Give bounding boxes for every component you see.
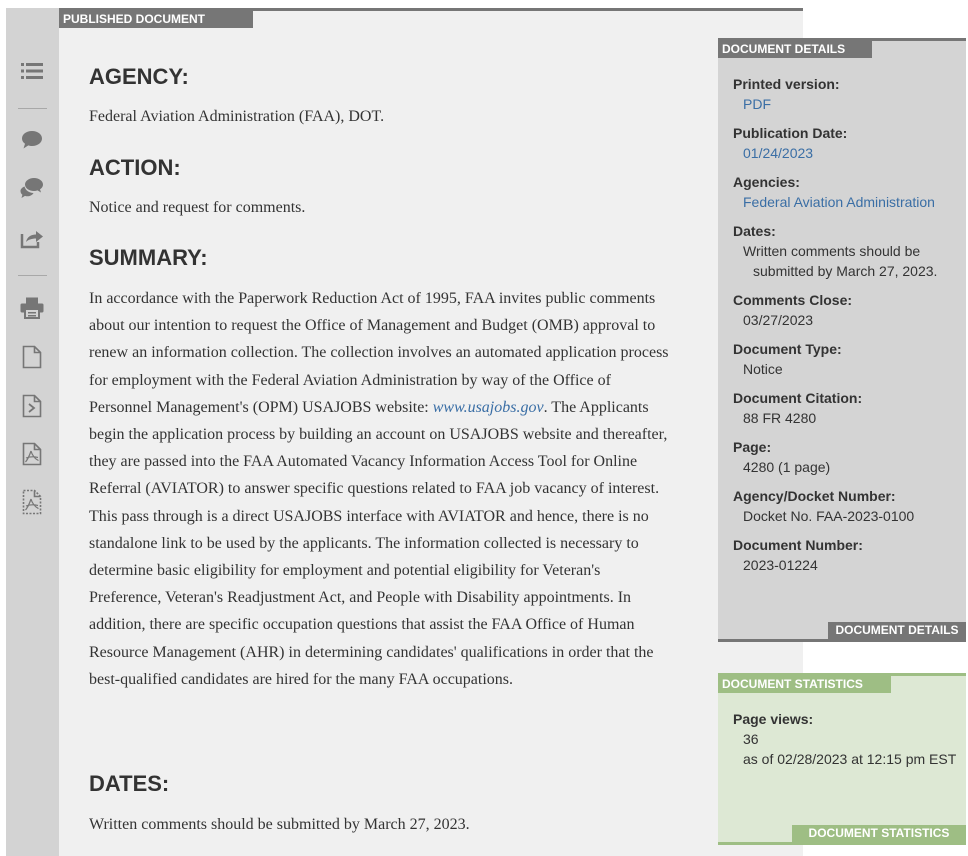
- document-number-value: 2023-01224: [743, 557, 818, 573]
- publication-date-label: Publication Date:: [733, 125, 848, 141]
- docket-value: Docket No. FAA-2023-0100: [743, 508, 915, 524]
- dates-row: [733, 221, 961, 281]
- action-heading: ACTION:: [89, 155, 181, 180]
- comment-icon[interactable]: [20, 128, 44, 152]
- page-label: Page:: [733, 439, 772, 455]
- document-citation-label: Document Citation:: [733, 390, 863, 406]
- page-views-as-of: as of 02/28/2023 at 12:15 pm EST: [743, 751, 957, 767]
- published-document-panel: [59, 8, 803, 856]
- pdf-icon[interactable]: [20, 442, 44, 466]
- summary-text: [89, 285, 669, 693]
- comments-close-row: [733, 290, 961, 330]
- summary-text-after: . The Applicants begin the application process by building an account on USAJOBS website and thereafter, they are passed into the FAA Automated Vacancy Information Access Tool for Online Referral (AVIATOR) to answer specific questions related to FAA job vacancy of interest. This pass through is a direct USAJOBS interface with AVIATOR and hence, there is no standalone link to be used by the applicants. The information collected is necessary to determine basic eligibility for employment and potential eligibility for Veteran's Preference, Veteran's Readjustment Act, and People with Disability appointments. In addition, there are specific occupation questions that assist the FAA Office of Human Resource Management (AHR) in determining candidates' qualifications in order that the best-qualified candidates are hired for the many FAA occupations.: [89, 398, 668, 688]
- pdf-link[interactable]: PDF: [743, 96, 771, 112]
- document-statistics-box: [718, 673, 966, 845]
- publication-date-row: [733, 123, 961, 163]
- summary-text-before: In accordance with the Paperwork Reduction Act of 1995, FAA invites public comments about our intention to request the Office of Management and Budget (OMB) approval to renew an information collection. The collection involves an automated application process for employment with the Federal Aviation Administration by way of the Office of Personnel Management's (OPM) USAJOBS website:: [89, 290, 669, 416]
- document-type-value: Notice: [743, 361, 783, 377]
- document-citation-row: [733, 388, 961, 428]
- document-type-label: Document Type:: [733, 341, 842, 357]
- page-views-row: [733, 709, 961, 769]
- document-statistics-list: [733, 709, 961, 778]
- agency-text: Federal Aviation Administration (FAA), DOT.: [89, 108, 385, 125]
- publication-date-link[interactable]: 01/24/2023: [743, 145, 814, 161]
- list-icon[interactable]: [20, 59, 44, 83]
- usajobs-link[interactable]: www.usajobs.gov: [432, 398, 544, 416]
- printed-version-row: [733, 74, 961, 114]
- document-statistics-tab: DOCUMENT STATISTICS: [718, 676, 891, 693]
- share-icon[interactable]: [20, 226, 44, 250]
- page-views-value: 36: [743, 731, 759, 747]
- dates-value: Written comments should be submitted by March 27, 2023.: [743, 243, 938, 279]
- action-text: Notice and request for comments.: [89, 199, 306, 216]
- document-details-tab: DOCUMENT DETAILS: [718, 41, 872, 58]
- comments-close-value: 03/27/2023: [743, 312, 814, 328]
- summary-heading: SUMMARY:: [89, 245, 208, 270]
- page-value: 4280 (1 page): [743, 459, 831, 475]
- agencies-row: [733, 172, 961, 212]
- docket-label: Agency/Docket Number:: [733, 488, 896, 504]
- document-statistics-footer-tab: DOCUMENT STATISTICS: [792, 825, 966, 842]
- dates-heading: DATES:: [89, 771, 170, 796]
- code-document-icon[interactable]: [20, 394, 44, 418]
- page-views-label: Page views:: [733, 711, 814, 727]
- published-document-tab: PUBLISHED DOCUMENT: [59, 11, 253, 28]
- print-icon[interactable]: [20, 296, 44, 320]
- agencies-label: Agencies:: [733, 174, 800, 190]
- document-details-box: [718, 38, 966, 642]
- dev-pdf-icon[interactable]: [20, 490, 44, 514]
- comments-close-label: Comments Close:: [733, 292, 853, 308]
- rail-separator: [18, 108, 47, 109]
- page-row: [733, 437, 961, 477]
- agency-link[interactable]: Federal Aviation Administration: [743, 194, 935, 210]
- printed-version-label: Printed version:: [733, 76, 840, 92]
- rail-separator: [18, 275, 47, 276]
- document-number-label: Document Number:: [733, 537, 863, 553]
- document-details-list: [733, 74, 961, 584]
- document-details-footer-tab: DOCUMENT DETAILS: [828, 622, 966, 639]
- dates-label: Dates:: [733, 223, 776, 239]
- document-tools-sidebar: [6, 8, 59, 856]
- docket-row: [733, 486, 961, 526]
- document-number-row: [733, 535, 961, 575]
- agency-heading: AGENCY:: [89, 64, 189, 89]
- dates-text: Written comments should be submitted by March 27, 2023.: [89, 816, 470, 833]
- comments-icon[interactable]: [20, 176, 44, 200]
- document-citation-value: 88 FR 4280: [743, 410, 817, 426]
- document-icon[interactable]: [20, 345, 44, 369]
- document-type-row: [733, 339, 961, 379]
